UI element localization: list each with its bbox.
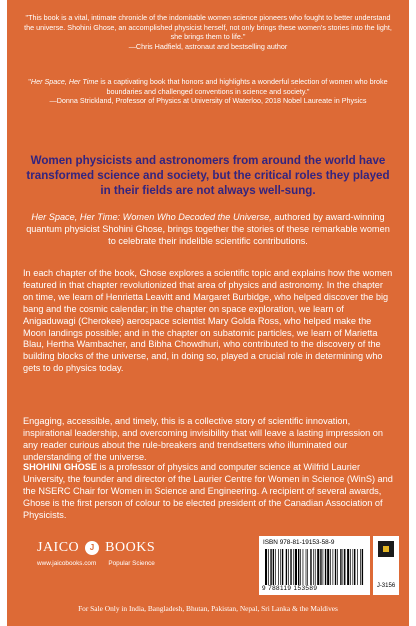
barcode-bar — [330, 549, 331, 585]
ean-digits: 9 788119 153589 — [262, 585, 318, 592]
barcode-bar — [282, 549, 283, 585]
barcode-bar — [362, 549, 363, 585]
barcode-bar — [310, 549, 311, 585]
barcode-bar — [298, 549, 299, 585]
barcode-bar — [354, 549, 355, 585]
barcode-bar — [350, 549, 351, 585]
barcode-bar — [273, 549, 274, 585]
isbn-label: ISBN 978-81-19153-58-9 — [263, 539, 335, 546]
blurb-quote: is a captivating book that honors and highlights a wonderful selection of women who broke boundaries and challenged conventions in science and society." — [98, 77, 388, 96]
intro-paragraph — [23, 212, 393, 248]
barcode-bar — [268, 549, 269, 585]
blurb-quote: "This book is a vital, intimate chronicle of the indomitable women science pioneers who fought to better understand the universe. Shohini Ghose, an accomplished physicist herself, not only brings these women's stories into the light, she brings them to life." — [24, 13, 392, 42]
barcode-bar — [357, 549, 358, 585]
headline: Women physicists and astronomers from around the world have transformed science and society, but the critical roles they played in their fields are not always well-sung. — [26, 154, 390, 198]
barcode-bar — [290, 549, 291, 585]
barcode-bar — [288, 549, 289, 585]
category-square-icon — [378, 541, 394, 557]
barcode-bar — [313, 549, 314, 585]
barcode-bar — [320, 549, 321, 585]
barcode-bar — [337, 549, 338, 585]
intro-text: authored by award-winning quantum physicist Shohini Ghose, brings together the stories of these remarkable women to celebrate their indelible scientific contributions. — [26, 212, 390, 246]
publisher-website: www.jaicobooks.com — [37, 560, 97, 567]
barcode-bar — [265, 549, 267, 585]
barcode-bar — [307, 549, 308, 585]
blurb-strickland: "Her Space, Her Time is a captivating book that honors and highlights a wonderful selection of women who broke boundaries and challenged conventions in science and society." —Donna Strickland, Professor of Physics at University of Waterloo, 2018 Nobel Laureate in Physics — [21, 77, 395, 106]
intro-book-title: Her Space, Her Time: Women Who Decoded the Universe, — [31, 212, 272, 222]
sale-territory-notice: For Sale Only in India, Bangladesh, Bhutan, Pakistan, Nepal, Sri Lanka & the Maldives — [78, 604, 338, 613]
barcode-bar — [343, 549, 344, 585]
barcode-bar — [275, 549, 276, 585]
barcode-bar — [300, 549, 301, 585]
product-code-badge — [373, 536, 399, 595]
barcode-bar — [286, 549, 287, 585]
barcode-bar — [333, 549, 334, 585]
barcode-bar — [293, 549, 294, 585]
barcode-bar — [270, 549, 271, 585]
author-name: SHOHINI GHOSE — [23, 462, 98, 472]
publisher-mark-icon: J — [85, 541, 99, 555]
blurb-hadfield — [21, 13, 395, 51]
closing-paragraph: Engaging, accessible, and timely, this is a collective story of scientific innovation, inspirational leadership, and overcoming invisibility that will leave a lasting impression on any reader curious about the rule-breakers and trendsetters who illuminated our understanding of the universe. — [23, 416, 384, 462]
product-code: J-3156 — [376, 583, 396, 589]
barcode-bar — [344, 549, 345, 585]
chapter-paragraph: In each chapter of the book, Ghose explores a scientific topic and explains how the women featured in that chapter revolutionized that area of physics and astronomy. In the chapter on time, we learn of Henrietta Leavitt and Margaret Burbidge, who helped discover the big bang and the cosmic calendar; in the chapter on space exploration, we learn of Anigaduwagi (Cherokee) aerospace scientist Mary Golda Ross, who helped make the Moon landings possible; and in the chapter on subatomic particles, we learn of Marietta Blau, Hertha Wambacher, and Bibha Chowdhuri, who contributed to the discovery of the building blocks of the universe, and, in doing so, played a crucial role in determining who gets to do physics today. — [23, 268, 393, 374]
barcode-bar — [347, 549, 349, 585]
publisher-logo — [37, 540, 155, 556]
back-cover — [7, 0, 409, 626]
blurb-book-title: Her Space, Her Time — [30, 77, 99, 86]
barcode-bar — [323, 549, 324, 585]
barcode-bar — [278, 549, 279, 585]
author-bio — [23, 462, 393, 522]
publisher-category: Popular Science — [108, 560, 155, 567]
blurb-attribution: —Chris Hadfield, astronaut and bestselling author — [128, 41, 288, 51]
author-bio-text: is a professor of physics and computer science at Wilfrid Laurier University, the founder and director of the Laurier Centre for Women in Science (WinS) and the NSERC Chair for Women in Science and Engineering. A recipient of several awards, Ghose is the first person of colour to be elected president of the Canadian Association of Physicists. — [23, 462, 393, 520]
barcode-bar — [335, 549, 336, 585]
barcode-bar — [306, 549, 307, 585]
barcode-bar — [295, 549, 297, 585]
barcode-bar — [315, 549, 316, 585]
barcode-bar — [280, 549, 281, 585]
publisher-line — [37, 560, 155, 567]
blurb-attribution: —Donna Strickland, Professor of Physics at University of Waterloo, 2018 Nobel Laureate in Physics — [49, 96, 367, 106]
barcode-bar — [327, 549, 329, 585]
barcode-bar — [303, 549, 304, 585]
publisher-name-right: BOOKS — [105, 540, 156, 555]
barcode-bar — [325, 549, 326, 585]
barcode-icon — [265, 549, 364, 585]
barcode-bar — [352, 549, 353, 585]
barcode-bar — [317, 549, 319, 585]
isbn-barcode-box — [259, 536, 370, 595]
barcode-bar — [360, 549, 361, 585]
publisher-name-left: JAICO — [37, 540, 80, 555]
barcode-bar — [340, 549, 341, 585]
